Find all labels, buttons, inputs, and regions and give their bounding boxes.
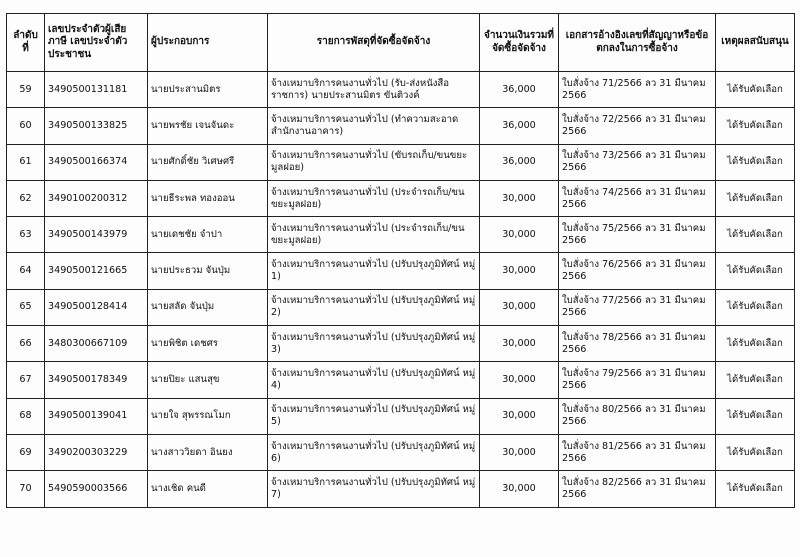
table-row bbox=[7, 180, 795, 216]
row-reason: ได้รับคัดเลือก bbox=[716, 326, 795, 362]
table-row bbox=[7, 289, 795, 325]
row-item: จ้างเหมาบริการคนงานทั่วไป (ปรับปรุงภูมิทัศน์ หมู่ 3) bbox=[268, 326, 480, 362]
row-no: 67 bbox=[7, 362, 45, 398]
row-taxid: 3490500131181 bbox=[45, 72, 148, 108]
row-amount: 36,000 bbox=[480, 108, 559, 144]
row-vendor: นายธีระพล ทองออน bbox=[148, 180, 268, 216]
table-row bbox=[7, 72, 795, 108]
row-reason: ได้รับคัดเลือก bbox=[716, 434, 795, 470]
row-reference: ใบสั่งจ้าง 78/2566 ลว 31 มีนาคม 2566 bbox=[559, 326, 716, 362]
row-taxid: 3490500178349 bbox=[45, 362, 148, 398]
row-reference: ใบสั่งจ้าง 77/2566 ลว 31 มีนาคม 2566 bbox=[559, 289, 716, 325]
row-item: จ้างเหมาบริการคนงานทั่วไป (ประจำรถเก็บ/ขนขยะมูลฝอย) bbox=[268, 180, 480, 216]
row-reason: ได้รับคัดเลือก bbox=[716, 471, 795, 507]
row-amount: 30,000 bbox=[480, 398, 559, 434]
row-vendor: นายปิยะ แสนสุข bbox=[148, 362, 268, 398]
row-no: 59 bbox=[7, 72, 45, 108]
row-no: 69 bbox=[7, 434, 45, 470]
table-row bbox=[7, 434, 795, 470]
row-reason: ได้รับคัดเลือก bbox=[716, 180, 795, 216]
row-reason: ได้รับคัดเลือก bbox=[716, 144, 795, 180]
row-taxid: 3490500166374 bbox=[45, 144, 148, 180]
row-reference: ใบสั่งจ้าง 72/2566 ลว 31 มีนาคม 2566 bbox=[559, 108, 716, 144]
row-taxid: 3490500121665 bbox=[45, 253, 148, 289]
table-row bbox=[7, 144, 795, 180]
row-amount: 30,000 bbox=[480, 289, 559, 325]
header-no: ลำดับที่ bbox=[7, 14, 45, 72]
header-reason: เหตุผลสนับสนุน bbox=[716, 14, 795, 72]
row-amount: 36,000 bbox=[480, 144, 559, 180]
row-taxid: 3490500133825 bbox=[45, 108, 148, 144]
row-taxid: 3490500128414 bbox=[45, 289, 148, 325]
row-amount: 30,000 bbox=[480, 326, 559, 362]
row-amount: 30,000 bbox=[480, 217, 559, 253]
row-amount: 30,000 bbox=[480, 253, 559, 289]
row-taxid: 3490200303229 bbox=[45, 434, 148, 470]
header-vendor: ผู้ประกอบการ bbox=[148, 14, 268, 72]
row-item: จ้างเหมาบริการคนงานทั่วไป (ขับรถเก็บ/ขนขยะมูลฝอย) bbox=[268, 144, 480, 180]
row-reference: ใบสั่งจ้าง 76/2566 ลว 31 มีนาคม 2566 bbox=[559, 253, 716, 289]
header-taxid: เลขประจำตัวผู้เสียภาษี เลขประจำตัวประชาชน bbox=[45, 14, 148, 72]
row-item: จ้างเหมาบริการคนงานทั่วไป (รับ-ส่งหนังสือราชการ) นายประสานมิตร ขันติวงค์ bbox=[268, 72, 480, 108]
row-item: จ้างเหมาบริการคนงานทั่วไป (ปรับปรุงภูมิทัศน์ หมู่ 1) bbox=[268, 253, 480, 289]
row-reason: ได้รับคัดเลือก bbox=[716, 217, 795, 253]
procurement-table bbox=[6, 13, 795, 508]
row-vendor: นายใจ สุพรรณโมก bbox=[148, 398, 268, 434]
row-no: 70 bbox=[7, 471, 45, 507]
row-vendor: นายสลัด จันปุ่ม bbox=[148, 289, 268, 325]
row-item: จ้างเหมาบริการคนงานทั่วไป (ปรับปรุงภูมิทัศน์ หมู่ 4) bbox=[268, 362, 480, 398]
row-reference: ใบสั่งจ้าง 73/2566 ลว 31 มีนาคม 2566 bbox=[559, 144, 716, 180]
header-item: รายการพัสดุที่จัดซื้อจัดจ้าง bbox=[268, 14, 480, 72]
row-reason: ได้รับคัดเลือก bbox=[716, 72, 795, 108]
row-item: จ้างเหมาบริการคนงานทั่วไป (ทำความสะอาดสำนักงานอาคาร) bbox=[268, 108, 480, 144]
row-reference: ใบสั่งจ้าง 81/2566 ลว 31 มีนาคม 2566 bbox=[559, 434, 716, 470]
row-amount: 30,000 bbox=[480, 180, 559, 216]
row-reason: ได้รับคัดเลือก bbox=[716, 253, 795, 289]
row-reference: ใบสั่งจ้าง 80/2566 ลว 31 มีนาคม 2566 bbox=[559, 398, 716, 434]
header-reference: เอกสารอ้างอิงเลขที่สัญญาหรือข้อตกลงในการซื้อจ้าง bbox=[559, 14, 716, 72]
row-taxid: 3490100200312 bbox=[45, 180, 148, 216]
row-reference: ใบสั่งจ้าง 71/2566 ลว 31 มีนาคม 2566 bbox=[559, 72, 716, 108]
row-taxid: 3480300667109 bbox=[45, 326, 148, 362]
row-vendor: นายศักดิ์ชัย วิเศษศรี bbox=[148, 144, 268, 180]
table-row bbox=[7, 217, 795, 253]
row-no: 61 bbox=[7, 144, 45, 180]
row-vendor: นายประสานมิตร bbox=[148, 72, 268, 108]
row-reference: ใบสั่งจ้าง 75/2566 ลว 31 มีนาคม 2566 bbox=[559, 217, 716, 253]
row-item: จ้างเหมาบริการคนงานทั่วไป (ปรับปรุงภูมิทัศน์ หมู่ 7) bbox=[268, 471, 480, 507]
table-row bbox=[7, 471, 795, 507]
row-reason: ได้รับคัดเลือก bbox=[716, 362, 795, 398]
row-no: 62 bbox=[7, 180, 45, 216]
row-no: 65 bbox=[7, 289, 45, 325]
table-row bbox=[7, 326, 795, 362]
row-reference: ใบสั่งจ้าง 82/2566 ลว 31 มีนาคม 2566 bbox=[559, 471, 716, 507]
row-no: 66 bbox=[7, 326, 45, 362]
row-amount: 36,000 bbox=[480, 72, 559, 108]
table-row bbox=[7, 253, 795, 289]
row-reference: ใบสั่งจ้าง 79/2566 ลว 31 มีนาคม 2566 bbox=[559, 362, 716, 398]
row-vendor: นายเดชชัย จำปา bbox=[148, 217, 268, 253]
row-no: 60 bbox=[7, 108, 45, 144]
row-vendor: นายประธวม จันปุ่ม bbox=[148, 253, 268, 289]
row-amount: 30,000 bbox=[480, 362, 559, 398]
table-row bbox=[7, 362, 795, 398]
row-vendor: นางเชิด คนดี bbox=[148, 471, 268, 507]
row-vendor: นางสาววิยดา อินยง bbox=[148, 434, 268, 470]
row-vendor: นายพิชิต เดชศร bbox=[148, 326, 268, 362]
table-row bbox=[7, 108, 795, 144]
row-no: 68 bbox=[7, 398, 45, 434]
header-amount: จำนวนเงินรวมที่จัดซื้อจัดจ้าง bbox=[480, 14, 559, 72]
row-vendor: นายพรชัย เจนจันดะ bbox=[148, 108, 268, 144]
row-item: จ้างเหมาบริการคนงานทั่วไป (ประจำรถเก็บ/ขนขยะมูลฝอย) bbox=[268, 217, 480, 253]
row-item: จ้างเหมาบริการคนงานทั่วไป (ปรับปรุงภูมิทัศน์ หมู่ 2) bbox=[268, 289, 480, 325]
row-taxid: 5490590003566 bbox=[45, 471, 148, 507]
row-reason: ได้รับคัดเลือก bbox=[716, 289, 795, 325]
header-row bbox=[7, 14, 795, 72]
row-reference: ใบสั่งจ้าง 74/2566 ลว 31 มีนาคม 2566 bbox=[559, 180, 716, 216]
row-item: จ้างเหมาบริการคนงานทั่วไป (ปรับปรุงภูมิทัศน์ หมู่ 5) bbox=[268, 398, 480, 434]
row-no: 63 bbox=[7, 217, 45, 253]
row-amount: 30,000 bbox=[480, 471, 559, 507]
row-item: จ้างเหมาบริการคนงานทั่วไป (ปรับปรุงภูมิทัศน์ หมู่ 6) bbox=[268, 434, 480, 470]
row-taxid: 3490500143979 bbox=[45, 217, 148, 253]
row-reason: ได้รับคัดเลือก bbox=[716, 108, 795, 144]
row-taxid: 3490500139041 bbox=[45, 398, 148, 434]
row-reason: ได้รับคัดเลือก bbox=[716, 398, 795, 434]
row-amount: 30,000 bbox=[480, 434, 559, 470]
row-no: 64 bbox=[7, 253, 45, 289]
table-row bbox=[7, 398, 795, 434]
